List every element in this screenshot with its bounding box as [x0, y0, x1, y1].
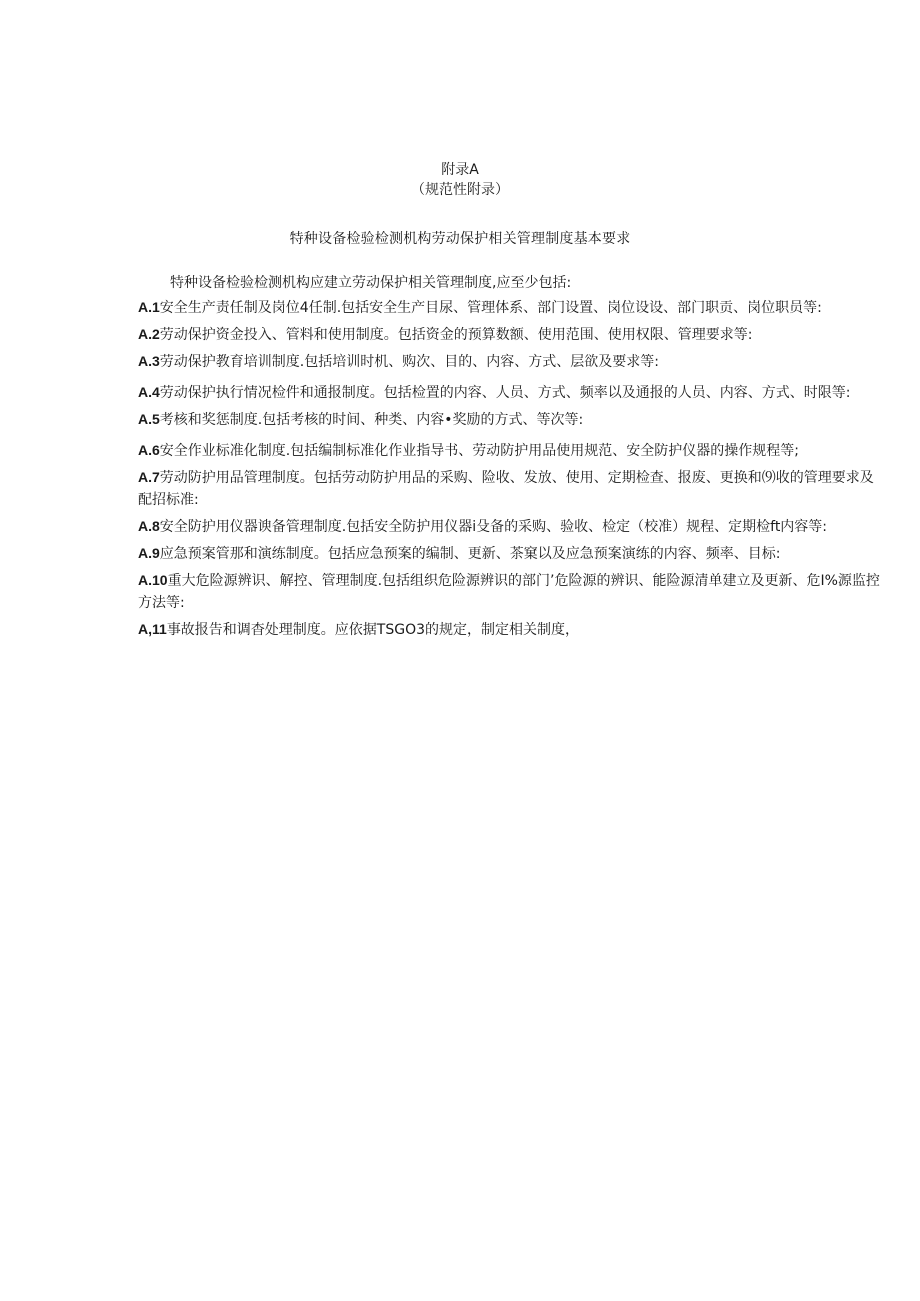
clause-text: 事故报告和调杳处理制度。应依据TSGO3的规定，制定相关制度， — [166, 622, 580, 638]
clause-text: 安全生产责任制及岗位4任制.包括安全生产目尿、管理体系、部门设置、岗位设设、部门职贡、岗位职员等: — [159, 300, 822, 316]
clause-a10 — [138, 569, 880, 614]
clause-a2 — [138, 323, 880, 346]
clause-a11 — [138, 618, 880, 641]
clause-text: 安全作业标准化制度.包括编制标准化作业指导书、劳动防护用品使用规范、安全防护仪器的操作规程等; — [159, 443, 799, 459]
document-body — [138, 272, 880, 649]
clause-number: A.10 — [138, 572, 168, 588]
clause-number: A.7 — [138, 469, 160, 485]
clause-a4 — [138, 381, 880, 404]
clause-a5 — [138, 408, 880, 431]
clause-number: A,11 — [138, 621, 167, 637]
clause-a8 — [138, 515, 880, 538]
clause-number: A.1 — [138, 299, 160, 315]
clause-number: A.4 — [138, 384, 160, 400]
clause-a7 — [138, 466, 880, 511]
clause-text: 应急预案管那和演练制度。包括应急预案的编制、更新、茶窠以及应急预案演练的内容、频率、目标: — [159, 546, 781, 562]
clause-number: A.9 — [138, 545, 160, 561]
clause-a3 — [138, 350, 880, 373]
clause-number: A.8 — [138, 518, 160, 534]
clause-a1 — [138, 296, 880, 319]
clause-number: A.3 — [138, 353, 160, 369]
clause-a9 — [138, 542, 880, 565]
clause-number: A.5 — [138, 411, 160, 427]
appendix-title: 附录A — [441, 162, 479, 178]
clause-text: 考核和奖惩制度.包括考核的时间、种类、内容•奖励的方式、等次等: — [159, 412, 584, 428]
clause-number: A.2 — [138, 326, 160, 342]
clause-text: 劳动保护教育培训制度.包括培训时机、购次、目的、内容、方式、层欲及要求等: — [159, 354, 659, 370]
clause-text: 劳动保护执行情况检件和通报制度。包括检置的内容、人员、方式、频率以及通报的人员、内容、方式、时限等: — [159, 385, 851, 401]
clause-a6 — [138, 439, 880, 462]
appendix-subtitle: （规范性附录） — [411, 182, 509, 198]
clause-text: 劳动防护用品管理制度。包括劳动防护用品的采购、险收、发放、使用、定期检查、报废、更换和⑼收的管理要求及配招标准: — [138, 470, 874, 508]
clause-text: 安全防护用仪器谀备管理制度.包括安全防护用仪器i殳备的采购、验收、检定（校准）规程、定期检ft内容等: — [159, 519, 828, 535]
clause-text: 重大危险源辨识、解控、管理制度.包括组织危险源辨识的部门’危险源的辨识、能险源清单建立及更新、危I%源监控方法等: — [138, 573, 880, 611]
intro-paragraph: 特种设备检验检测机构应建立劳动保护相关管理制度,应至少包括: — [170, 275, 572, 291]
clause-text: 劳动保护资金投入、管料和使用制度。包括资金的预算数额、使用范围、使用权限、管理要求等: — [159, 327, 753, 343]
document-title: 特种设备检验检测机构劳动保护相关管理制度基本要求 — [289, 231, 631, 247]
clause-number: A.6 — [138, 442, 160, 458]
